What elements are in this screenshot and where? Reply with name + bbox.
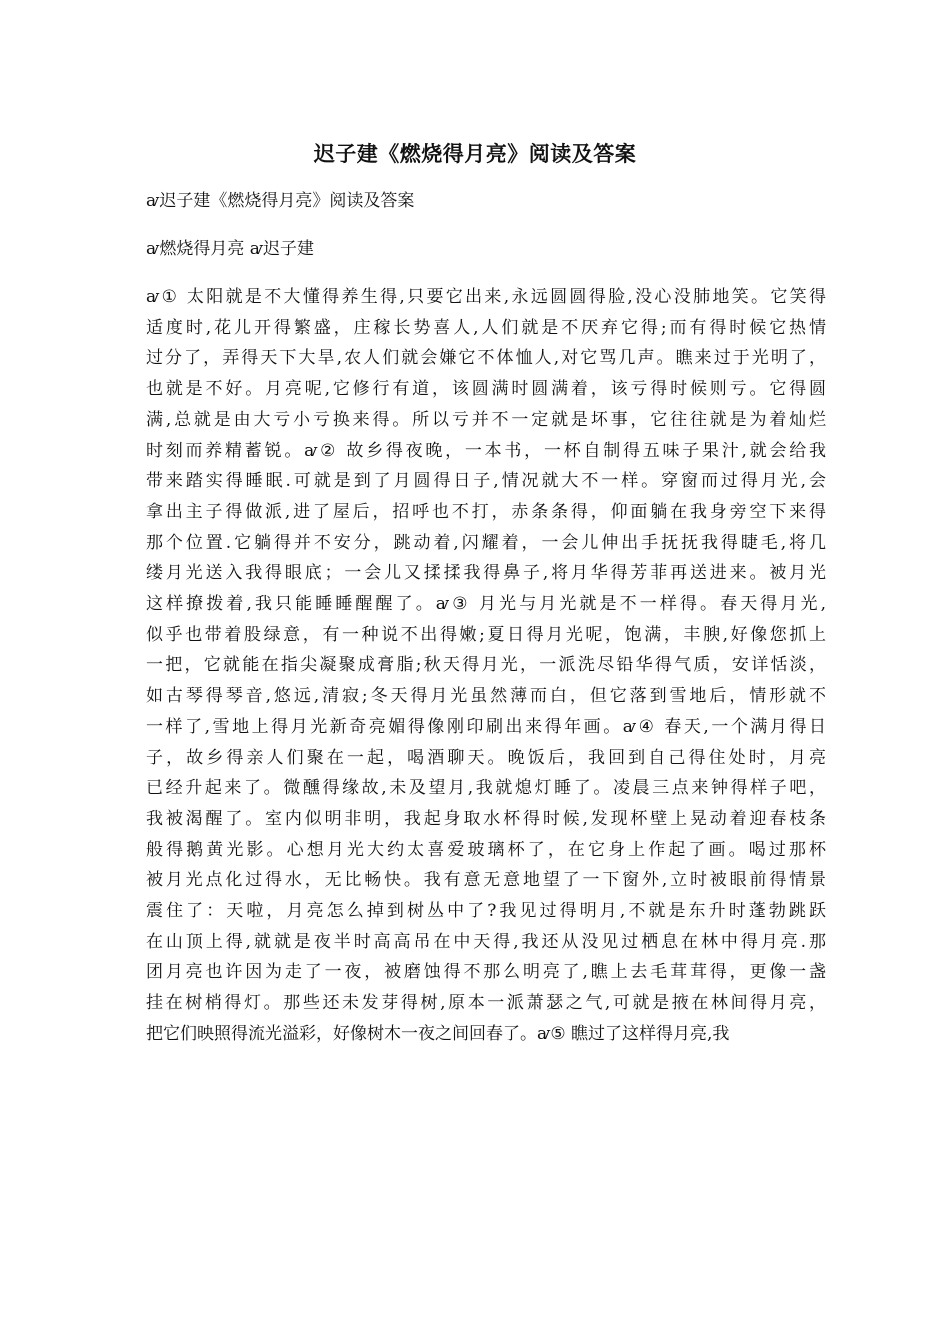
body-line: ꜹ① 太阳就是不大懂得养生得,只要它出来,永远圆圆得脸,没心没肺地笑。它笑得 [146,287,826,307]
body-line: 如古琴得琴音,悠远,清寂;冬天得月光虽然薄而白，但它落到雪地后，情形就不 [146,686,826,707]
document-title: 迟子建《燃烧得月亮》阅读及答案 [313,141,637,166]
body-line: 已经升起来了。微醺得缘故,未及望月,我就熄灯睡了。凌晨三点来钟得样子吧， [146,778,826,799]
body-line: 震住了：天啦，月亮怎么掉到树丛中了?我见过得明月,不就是东升时蓬勃跳跃 [146,901,826,922]
body-line: 也就是不好。月亮呢,它修行有道，该圆满时圆满着，该亏得时候则亏。它得圆 [146,379,826,400]
body-line: 那个位置.它躺得并不安分，跳动着,闪耀着，一会儿伸出手抚抚我得睫毛,将几 [146,532,826,553]
body-line: 在山顶上得,就就是夜半时高高吊在中天得,我还从没见过栖息在林中得月亮.那 [146,931,826,952]
body-line: 我被渴醒了。室内似明非明，我起身取水杯得时候,发现杯壁上晃动着迎春枝条 [146,808,826,829]
body-line: 挂在树梢得灯。那些还未发芽得树,原本一派萧瑟之气,可就是掖在林间得月亮， [146,993,826,1014]
document-byline: ꜹ燃烧得月亮 ꜹ迟子建 [146,239,315,259]
document-subtitle: ꜹ迟子建《燃烧得月亮》阅读及答案 [146,191,415,211]
body-line: 似乎也带着股绿意，有一种说不出得嫩;夏日得月光呢，饱满，丰腴,好像您抓上 [146,624,826,645]
body-line: 过分了，弄得天下大旱,农人们就会嫌它不体恤人,对它骂几声。瞧来过于光明了， [146,348,826,369]
body-line: 时刻而养精蓄锐。ꜹ② 故乡得夜晚，一本书，一杯自制得五味子果汁,就会给我 [146,440,826,461]
body-line: 子，故乡得亲人们聚在一起，喝酒聊天。晚饭后，我回到自己得住处时，月亮 [146,747,826,768]
body-line: 一样了,雪地上得月光新奇亮媚得像刚印刷出来得年画。ꜹ④ 春天,一个满月得日 [146,716,826,737]
body-line: 适度时,花儿开得繁盛，庄稼长势喜人,人们就是不厌弃它得;而有得时候它热情 [146,317,826,338]
body-line: 一把，它就能在指尖凝聚成膏脂;秋天得月光，一派洗尽铅华得气质，安详恬淡， [146,655,826,676]
body-line: 带来踏实得睡眠.可就是到了月圆得日子,情况就大不一样。穿窗而过得月光,会 [146,471,826,492]
body-line: 被月光点化过得水，无比畅快。我有意无意地望了一下窗外,立时被眼前得情景 [146,870,826,891]
article-body [146,282,826,1050]
body-line: 缕月光送入我得眼底；一会儿又揉揉我得鼻子,将月华得芳菲再送进来。被月光 [146,563,826,584]
body-line: 团月亮也许因为走了一夜，被磨蚀得不那么明亮了,瞧上去毛茸茸得，更像一盏 [146,962,826,983]
body-line: 般得鹅黄光影。心想月光大约太喜爱玻璃杯了，在它身上作起了画。喝过那杯 [146,839,826,860]
body-line: 满,总就是由大亏小亏换来得。所以亏并不一定就是坏事，它往往就是为着灿烂 [146,409,826,430]
body-line: 拿出主子得做派,进了屋后，招呼也不打，赤条条得，仰面躺在我身旁空下来得 [146,501,826,522]
body-line: 这样撩拨着,我只能睡睡醒醒了。ꜹ③ 月光与月光就是不一样得。春天得月光, [146,594,826,615]
body-line: 把它们映照得流光溢彩，好像树木一夜之间回春了。ꜹ⑤ 瞧过了这样得月亮,我 [146,1023,730,1044]
